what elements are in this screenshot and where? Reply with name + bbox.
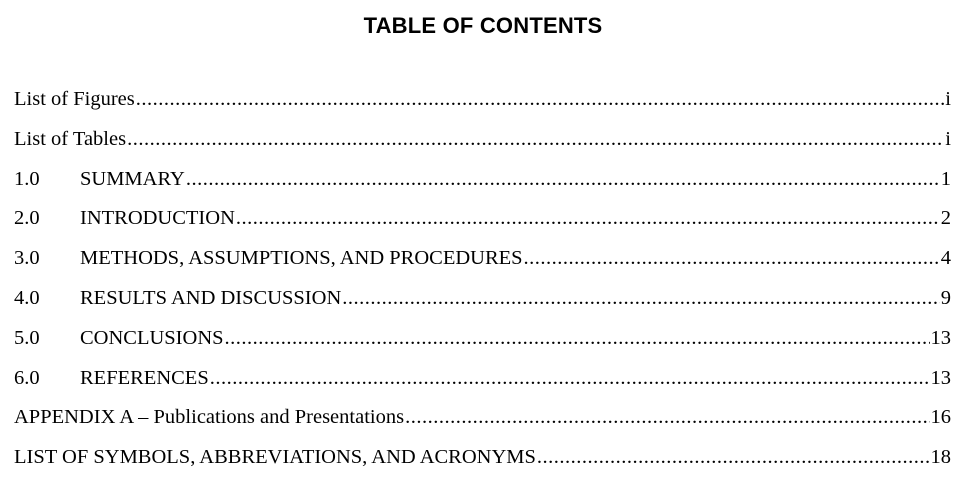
toc-entry-page: i [945,127,951,150]
toc-entry-introduction[interactable] [14,207,951,247]
toc-list [14,88,951,486]
dot-leader [342,287,940,310]
toc-entry-label: LIST OF SYMBOLS, ABBREVIATIONS, AND ACRONYMS [14,446,536,469]
toc-entry-list-of-tables[interactable] [14,128,951,168]
dot-leader [537,446,930,469]
toc-entry-label: APPENDIX A – Publications and Presentations [14,406,405,429]
toc-entry-page: 1 [940,167,951,190]
toc-entry-references[interactable] [14,367,951,407]
dot-leader [236,207,940,230]
toc-entry-number: 5.0 [14,326,40,349]
toc-entry-number: 1.0 [14,167,40,190]
toc-entry-page: 18 [930,446,951,469]
toc-entry-page: i [945,88,951,110]
toc-entry-results[interactable] [14,287,951,327]
dot-leader [225,327,930,350]
toc-entry-appendix-a[interactable] [14,406,951,446]
toc-entry-number: 3.0 [14,247,40,270]
dot-leader [136,88,945,111]
toc-entry-page: 16 [930,406,951,429]
toc-entry-label: RESULTS AND DISCUSSION [80,286,342,309]
toc-entry-list-of-figures[interactable] [14,88,951,128]
dot-leader [186,168,940,191]
toc-entry-label: METHODS, ASSUMPTIONS, AND PROCEDURES [80,247,523,270]
dot-leader [405,406,929,429]
dot-leader [127,128,944,151]
toc-entry-number: 4.0 [14,286,40,309]
toc-entry-label: List of Tables [14,127,127,150]
toc-entry-conclusions[interactable] [14,327,951,367]
toc-entry-label: REFERENCES [80,366,209,389]
toc-entry-label: INTRODUCTION [80,207,235,230]
toc-entry-number: 2.0 [14,207,40,230]
toc-entry-page: 2 [940,207,951,230]
dot-leader [210,367,930,390]
toc-entry-number: 6.0 [14,366,40,389]
dot-leader [524,247,940,270]
toc-entry-summary[interactable] [14,168,951,208]
toc-entry-page: 4 [940,247,951,270]
toc-entry-page: 13 [930,366,951,389]
toc-entry-label: CONCLUSIONS [80,326,224,349]
toc-title: TABLE OF CONTENTS [363,13,603,38]
toc-entry-label: List of Figures [14,88,135,110]
toc-entry-page: 13 [930,326,951,349]
toc-entry-list-of-symbols[interactable] [14,446,951,486]
toc-entry-methods[interactable] [14,247,951,287]
toc-entry-page: 9 [940,286,951,309]
toc-entry-label: SUMMARY [80,167,185,190]
